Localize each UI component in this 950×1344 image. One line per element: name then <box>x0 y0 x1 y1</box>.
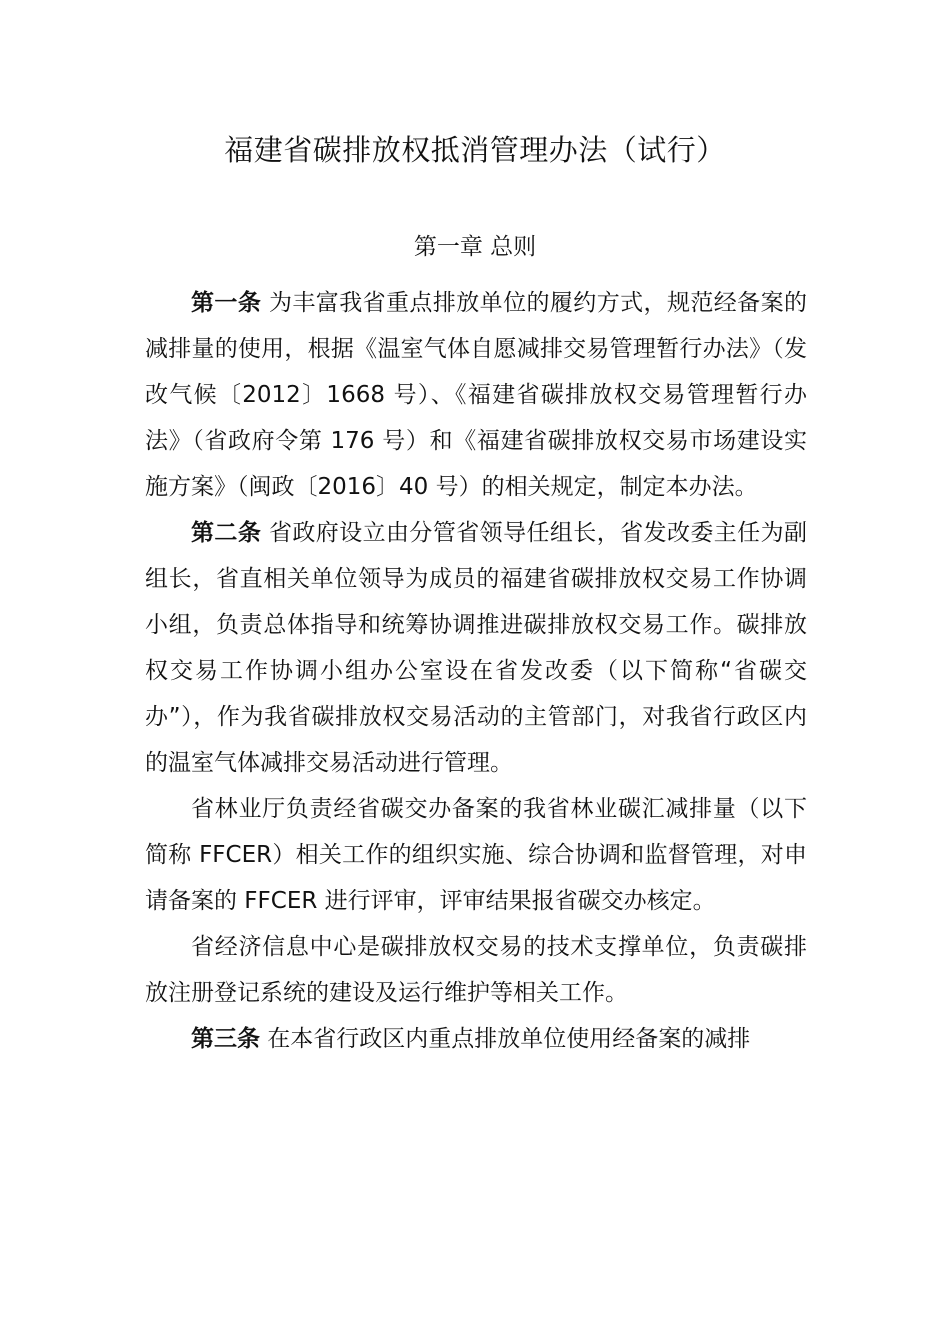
paragraph-info-center <box>145 924 807 1016</box>
document-title: 福建省碳排放权抵消管理办法（试行） <box>224 133 726 167</box>
paragraph-article-1 <box>145 280 807 510</box>
paragraph-article-2 <box>145 510 807 786</box>
paragraph-text: 为丰富我省重点排放单位的履约方式，规范经备案的减排量的使用，根据《温室气体自愿减排交易管理暂行办法》（发改气候〔2012〕1668 号）、《福建省碳排放权交易管理暂行办法》（省政府令第 176 号）和《福建省碳排放权交易市场建设实施方案》（闽政〔2016〕40 号）的相关规定，制定本办法。 <box>145 290 807 500</box>
paragraph-forestry <box>145 786 807 924</box>
paragraph-text: 省经济信息中心是碳排放权交易的技术支撑单位，负责碳排放注册登记系统的建设及运行维护等相关工作。 <box>145 934 807 1006</box>
chapter-heading: 第一章 总则 <box>413 234 537 260</box>
article-label: 第三条 <box>191 1026 260 1052</box>
article-label: 第二条 <box>191 520 262 546</box>
paragraph-article-3 <box>145 1016 807 1062</box>
paragraph-text: 在本省行政区内重点排放单位使用经备案的减排 <box>260 1026 751 1052</box>
paragraph-text: 省政府设立由分管省领导任组长，省发改委主任为副组长，省直相关单位领导为成员的福建省碳排放权交易工作协调小组，负责总体指导和统筹协调推进碳排放权交易工作。碳排放权交易工作协调小组办公室设在省发改委（以下简称“省碳交办”），作为我省碳排放权交易活动的主管部门，对我省行政区内的温室气体减排交易活动进行管理。 <box>145 520 807 776</box>
article-label: 第一条 <box>191 290 262 316</box>
paragraph-text: 省林业厅负责经省碳交办备案的我省林业碳汇减排量（以下简称 FFCER）相关工作的组织实施、综合协调和监督管理，对申请备案的 FFCER 进行评审，评审结果报省碳交办核定。 <box>145 796 807 914</box>
document-body <box>145 280 807 1062</box>
